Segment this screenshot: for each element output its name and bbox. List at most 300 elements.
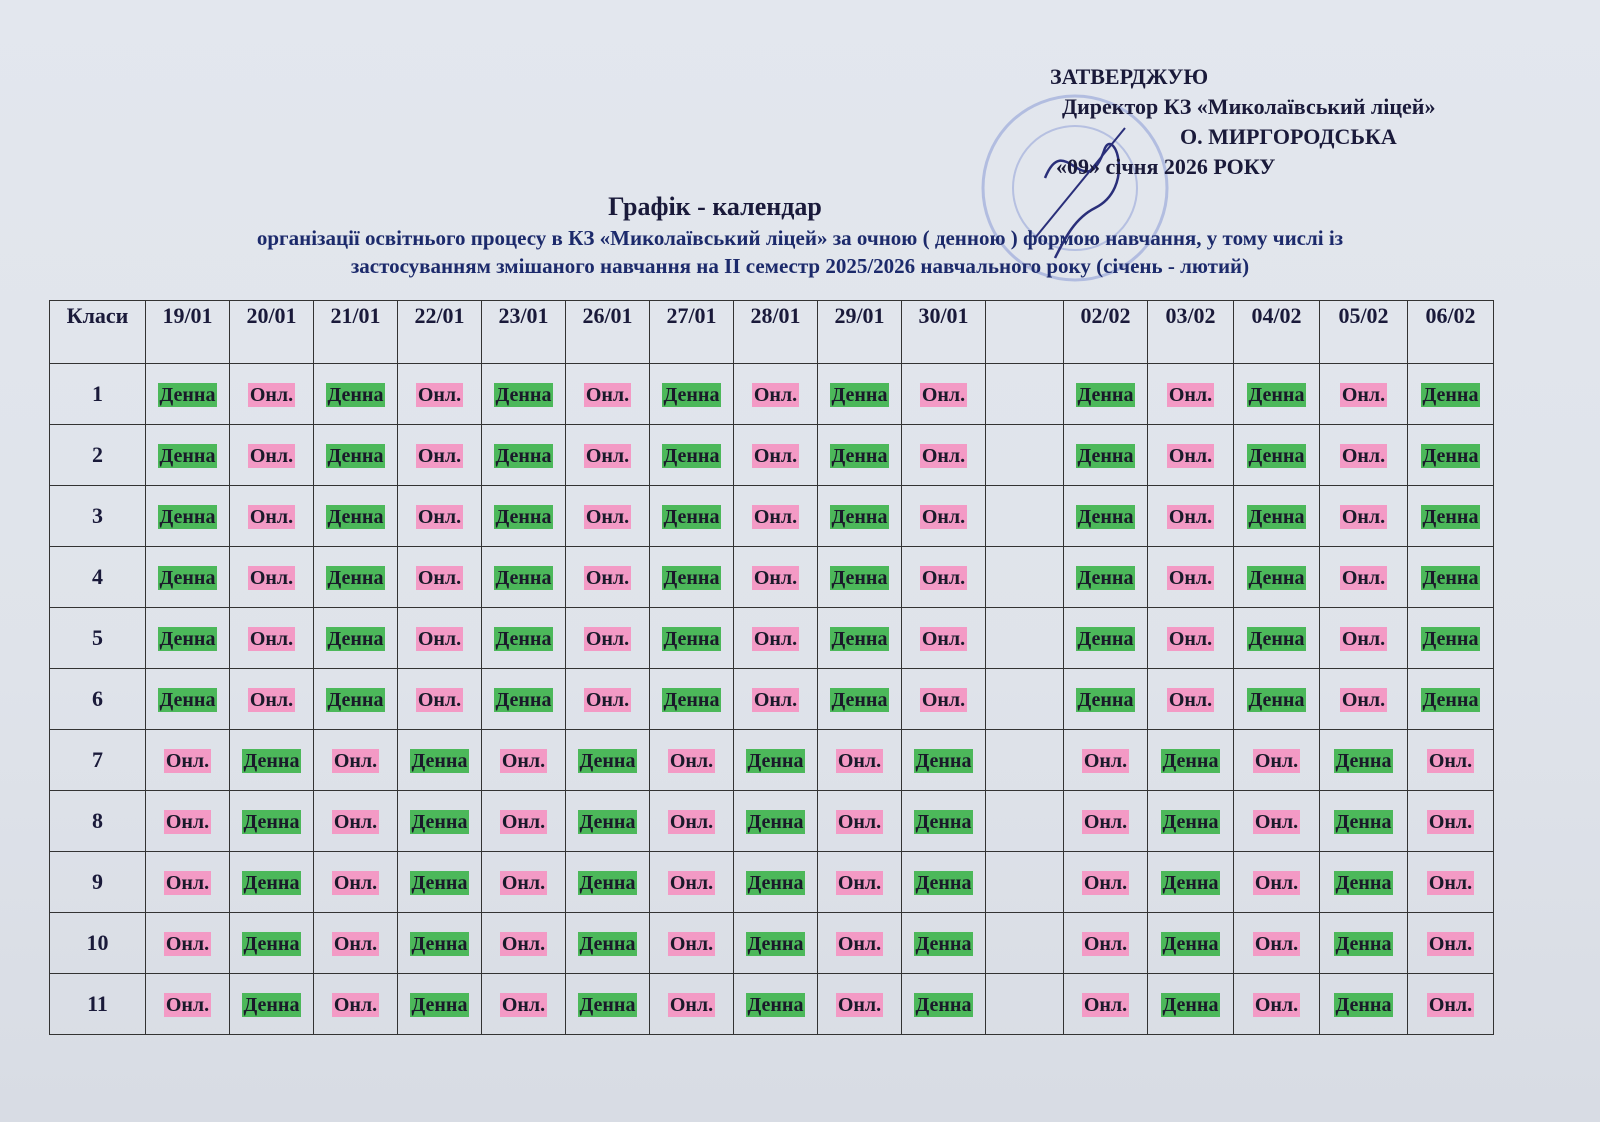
day-mode-badge: Денна — [495, 628, 552, 650]
schedule-cell — [398, 730, 482, 791]
day-mode-badge: Денна — [1422, 445, 1479, 467]
table-header-row — [50, 301, 1494, 364]
online-mode-badge: Онл. — [1428, 872, 1473, 894]
header-gap — [986, 301, 1064, 364]
online-mode-badge: Онл. — [585, 384, 630, 406]
online-mode-badge: Онл. — [837, 811, 882, 833]
online-mode-badge: Онл. — [333, 872, 378, 894]
schedule-cell — [1320, 913, 1408, 974]
online-mode-badge: Онл. — [1168, 628, 1213, 650]
schedule-cell — [818, 486, 902, 547]
schedule-cell — [398, 608, 482, 669]
schedule-cell — [566, 425, 650, 486]
schedule-cell — [398, 425, 482, 486]
day-mode-badge: Денна — [495, 445, 552, 467]
schedule-cell — [482, 608, 566, 669]
schedule-cell — [146, 730, 230, 791]
schedule-cell — [1148, 974, 1234, 1035]
day-mode-badge: Денна — [495, 689, 552, 711]
online-mode-badge: Онл. — [501, 750, 546, 772]
day-mode-badge: Денна — [747, 750, 804, 772]
day-mode-badge: Денна — [831, 506, 888, 528]
online-mode-badge: Онл. — [585, 506, 630, 528]
schedule-cell — [650, 425, 734, 486]
schedule-cell — [482, 547, 566, 608]
day-mode-badge: Денна — [579, 750, 636, 772]
online-mode-badge: Онл. — [1428, 994, 1473, 1016]
online-mode-badge: Онл. — [249, 506, 294, 528]
online-mode-badge: Онл. — [501, 872, 546, 894]
day-mode-badge: Денна — [159, 689, 216, 711]
day-mode-badge: Денна — [1077, 384, 1134, 406]
online-mode-badge: Онл. — [585, 689, 630, 711]
schedule-cell — [1064, 608, 1148, 669]
schedule-cell — [902, 669, 986, 730]
schedule-cell — [1320, 730, 1408, 791]
schedule-cell — [146, 669, 230, 730]
online-mode-badge: Онл. — [585, 445, 630, 467]
online-mode-badge: Онл. — [921, 567, 966, 589]
header-date: 22/01 — [398, 301, 482, 364]
online-mode-badge: Онл. — [1168, 445, 1213, 467]
online-mode-badge: Онл. — [1083, 994, 1128, 1016]
schedule-cell — [314, 974, 398, 1035]
online-mode-badge: Онл. — [417, 689, 462, 711]
online-mode-badge: Онл. — [501, 811, 546, 833]
online-mode-badge: Онл. — [1341, 445, 1386, 467]
schedule-cell — [1064, 486, 1148, 547]
online-mode-badge: Онл. — [1083, 811, 1128, 833]
schedule-cell — [650, 913, 734, 974]
schedule-cell — [818, 547, 902, 608]
day-mode-badge: Денна — [327, 384, 384, 406]
day-mode-badge: Денна — [411, 933, 468, 955]
schedule-cell — [1148, 791, 1234, 852]
online-mode-badge: Онл. — [753, 445, 798, 467]
online-mode-badge: Онл. — [921, 628, 966, 650]
schedule-cell — [566, 730, 650, 791]
schedule-cell — [1234, 852, 1320, 913]
schedule-cell — [566, 547, 650, 608]
day-mode-badge: Денна — [1162, 994, 1219, 1016]
online-mode-badge: Онл. — [165, 933, 210, 955]
schedule-cell — [1234, 913, 1320, 974]
day-mode-badge: Денна — [747, 811, 804, 833]
schedule-cell — [902, 608, 986, 669]
class-number: 10 — [50, 913, 146, 974]
schedule-cell — [1408, 913, 1494, 974]
day-mode-badge: Денна — [1335, 994, 1392, 1016]
day-mode-badge: Денна — [663, 628, 720, 650]
schedule-cell — [902, 791, 986, 852]
class-number: 7 — [50, 730, 146, 791]
header-date: 26/01 — [566, 301, 650, 364]
online-mode-badge: Онл. — [501, 994, 546, 1016]
schedule-cell — [146, 913, 230, 974]
schedule-cell — [1148, 669, 1234, 730]
online-mode-badge: Онл. — [669, 994, 714, 1016]
schedule-cell — [1320, 608, 1408, 669]
schedule-cell — [1064, 913, 1148, 974]
day-mode-badge: Денна — [1335, 750, 1392, 772]
schedule-cell — [230, 730, 314, 791]
schedule-cell — [734, 425, 818, 486]
approval-block — [1050, 62, 1570, 182]
online-mode-badge: Онл. — [1083, 872, 1128, 894]
day-mode-badge: Денна — [663, 567, 720, 589]
table-row — [50, 974, 1494, 1035]
online-mode-badge: Онл. — [753, 506, 798, 528]
schedule-cell — [566, 364, 650, 425]
schedule-cell — [230, 913, 314, 974]
schedule-cell — [566, 974, 650, 1035]
schedule-cell — [398, 364, 482, 425]
schedule-cell — [566, 852, 650, 913]
schedule-cell — [1234, 669, 1320, 730]
online-mode-badge: Онл. — [501, 933, 546, 955]
day-mode-badge: Денна — [831, 689, 888, 711]
online-mode-badge: Онл. — [753, 628, 798, 650]
online-mode-badge: Онл. — [1428, 933, 1473, 955]
schedule-cell — [1408, 669, 1494, 730]
schedule-cell — [1064, 791, 1148, 852]
schedule-cell — [734, 486, 818, 547]
online-mode-badge: Онл. — [249, 384, 294, 406]
day-mode-badge: Денна — [1162, 933, 1219, 955]
class-number: 3 — [50, 486, 146, 547]
schedule-cell — [1408, 974, 1494, 1035]
header-date: 06/02 — [1408, 301, 1494, 364]
online-mode-badge: Онл. — [1341, 384, 1386, 406]
schedule-cell — [566, 486, 650, 547]
online-mode-badge: Онл. — [1341, 628, 1386, 650]
schedule-cell — [482, 791, 566, 852]
table-row — [50, 913, 1494, 974]
gap-cell — [986, 486, 1064, 547]
class-number: 6 — [50, 669, 146, 730]
table-row — [50, 852, 1494, 913]
title-sub-line-2: застосуванням змішаного навчання на ІІ семестр 2025/2026 навчального року (січень - лютий) — [350, 254, 1250, 278]
header-date: 04/02 — [1234, 301, 1320, 364]
schedule-cell — [1320, 425, 1408, 486]
schedule-cell — [398, 852, 482, 913]
schedule-cell — [650, 669, 734, 730]
schedule-cell — [1234, 730, 1320, 791]
schedule-cell — [1148, 913, 1234, 974]
online-mode-badge: Онл. — [1168, 689, 1213, 711]
day-mode-badge: Денна — [1077, 567, 1134, 589]
schedule-cell — [314, 852, 398, 913]
schedule-cell — [1234, 364, 1320, 425]
schedule-cell — [230, 974, 314, 1035]
day-mode-badge: Денна — [1162, 811, 1219, 833]
day-mode-badge: Денна — [1248, 628, 1305, 650]
class-number: 4 — [50, 547, 146, 608]
day-mode-badge: Денна — [915, 811, 972, 833]
schedule-cell — [1148, 608, 1234, 669]
day-mode-badge: Денна — [327, 689, 384, 711]
day-mode-badge: Денна — [1162, 872, 1219, 894]
schedule-cell — [1064, 669, 1148, 730]
gap-cell — [986, 608, 1064, 669]
schedule-cell — [482, 364, 566, 425]
schedule-cell — [230, 669, 314, 730]
schedule-cell — [1064, 974, 1148, 1035]
schedule-cell — [818, 913, 902, 974]
schedule-cell — [482, 425, 566, 486]
schedule-cell — [398, 669, 482, 730]
day-mode-badge: Денна — [243, 933, 300, 955]
day-mode-badge: Денна — [1422, 567, 1479, 589]
schedule-cell — [1064, 730, 1148, 791]
day-mode-badge: Денна — [663, 384, 720, 406]
schedule-cell — [146, 974, 230, 1035]
schedule-cell — [566, 791, 650, 852]
online-mode-badge: Онл. — [1168, 506, 1213, 528]
schedule-cell — [230, 608, 314, 669]
online-mode-badge: Онл. — [753, 689, 798, 711]
day-mode-badge: Денна — [579, 872, 636, 894]
online-mode-badge: Онл. — [249, 567, 294, 589]
online-mode-badge: Онл. — [1428, 811, 1473, 833]
gap-cell — [986, 852, 1064, 913]
schedule-cell — [1234, 425, 1320, 486]
day-mode-badge: Денна — [411, 750, 468, 772]
schedule-cell — [566, 913, 650, 974]
schedule-cell — [902, 364, 986, 425]
approval-heading: ЗАТВЕРДЖУЮ — [1050, 64, 1209, 89]
schedule-cell — [314, 486, 398, 547]
online-mode-badge: Онл. — [1254, 750, 1299, 772]
day-mode-badge: Денна — [1077, 506, 1134, 528]
day-mode-badge: Денна — [243, 811, 300, 833]
schedule-cell — [1234, 791, 1320, 852]
schedule-cell — [146, 852, 230, 913]
day-mode-badge: Денна — [327, 628, 384, 650]
day-mode-badge: Денна — [159, 506, 216, 528]
schedule-table — [49, 300, 1494, 1035]
online-mode-badge: Онл. — [837, 872, 882, 894]
day-mode-badge: Денна — [411, 811, 468, 833]
schedule-cell — [230, 425, 314, 486]
online-mode-badge: Онл. — [1428, 750, 1473, 772]
class-number: 9 — [50, 852, 146, 913]
schedule-cell — [314, 547, 398, 608]
online-mode-badge: Онл. — [249, 628, 294, 650]
schedule-cell — [1408, 608, 1494, 669]
day-mode-badge: Денна — [159, 384, 216, 406]
online-mode-badge: Онл. — [585, 567, 630, 589]
title-main: Графік - календар — [608, 192, 822, 221]
online-mode-badge: Онл. — [1341, 506, 1386, 528]
schedule-cell — [1234, 486, 1320, 547]
gap-cell — [986, 730, 1064, 791]
schedule-cell — [314, 608, 398, 669]
document-title — [0, 190, 1600, 280]
schedule-cell — [566, 608, 650, 669]
gap-cell — [986, 364, 1064, 425]
header-date: 28/01 — [734, 301, 818, 364]
schedule-cell — [398, 791, 482, 852]
day-mode-badge: Денна — [1422, 506, 1479, 528]
day-mode-badge: Денна — [1422, 628, 1479, 650]
online-mode-badge: Онл. — [165, 994, 210, 1016]
schedule-cell — [734, 791, 818, 852]
schedule-cell — [1064, 547, 1148, 608]
schedule-cell — [734, 669, 818, 730]
schedule-cell — [650, 791, 734, 852]
day-mode-badge: Денна — [747, 872, 804, 894]
online-mode-badge: Онл. — [921, 689, 966, 711]
schedule-cell — [398, 547, 482, 608]
schedule-cell — [818, 791, 902, 852]
schedule-cell — [1148, 730, 1234, 791]
online-mode-badge: Онл. — [837, 994, 882, 1016]
day-mode-badge: Денна — [1248, 445, 1305, 467]
online-mode-badge: Онл. — [333, 994, 378, 1016]
online-mode-badge: Онл. — [1341, 567, 1386, 589]
day-mode-badge: Денна — [915, 994, 972, 1016]
online-mode-badge: Онл. — [1168, 567, 1213, 589]
schedule-cell — [146, 425, 230, 486]
gap-cell — [986, 913, 1064, 974]
day-mode-badge: Денна — [1077, 445, 1134, 467]
schedule-cell — [734, 547, 818, 608]
day-mode-badge: Денна — [831, 384, 888, 406]
schedule-cell — [818, 669, 902, 730]
schedule-cell — [1408, 852, 1494, 913]
schedule-cell — [650, 364, 734, 425]
online-mode-badge: Онл. — [921, 384, 966, 406]
table-row — [50, 547, 1494, 608]
day-mode-badge: Денна — [579, 933, 636, 955]
header-date: 27/01 — [650, 301, 734, 364]
schedule-cell — [1320, 791, 1408, 852]
schedule-cell — [650, 730, 734, 791]
schedule-cell — [398, 974, 482, 1035]
online-mode-badge: Онл. — [1254, 994, 1299, 1016]
schedule-cell — [818, 852, 902, 913]
online-mode-badge: Онл. — [165, 811, 210, 833]
header-date: 19/01 — [146, 301, 230, 364]
day-mode-badge: Денна — [243, 872, 300, 894]
gap-cell — [986, 791, 1064, 852]
class-number: 5 — [50, 608, 146, 669]
day-mode-badge: Денна — [1077, 689, 1134, 711]
schedule-cell — [314, 791, 398, 852]
online-mode-badge: Онл. — [333, 933, 378, 955]
schedule-cell — [230, 852, 314, 913]
schedule-cell — [1064, 364, 1148, 425]
schedule-cell — [1148, 364, 1234, 425]
schedule-cell — [1320, 486, 1408, 547]
online-mode-badge: Онл. — [669, 750, 714, 772]
schedule-cell — [230, 791, 314, 852]
online-mode-badge: Онл. — [1254, 872, 1299, 894]
online-mode-badge: Онл. — [165, 750, 210, 772]
day-mode-badge: Денна — [1077, 628, 1134, 650]
day-mode-badge: Денна — [411, 994, 468, 1016]
day-mode-badge: Денна — [915, 933, 972, 955]
schedule-cell — [1320, 669, 1408, 730]
day-mode-badge: Денна — [663, 689, 720, 711]
table-row — [50, 730, 1494, 791]
online-mode-badge: Онл. — [333, 811, 378, 833]
online-mode-badge: Онл. — [669, 872, 714, 894]
schedule-cell — [314, 364, 398, 425]
gap-cell — [986, 547, 1064, 608]
schedule-cell — [734, 913, 818, 974]
schedule-cell — [1408, 791, 1494, 852]
schedule-cell — [314, 913, 398, 974]
schedule-cell — [1320, 364, 1408, 425]
header-date: 05/02 — [1320, 301, 1408, 364]
day-mode-badge: Денна — [495, 506, 552, 528]
class-number: 8 — [50, 791, 146, 852]
day-mode-badge: Денна — [327, 445, 384, 467]
day-mode-badge: Денна — [579, 811, 636, 833]
day-mode-badge: Денна — [831, 445, 888, 467]
schedule-cell — [230, 547, 314, 608]
day-mode-badge: Денна — [1248, 506, 1305, 528]
online-mode-badge: Онл. — [333, 750, 378, 772]
schedule-cell — [902, 425, 986, 486]
day-mode-badge: Денна — [1248, 567, 1305, 589]
class-number: 11 — [50, 974, 146, 1035]
schedule-cell — [734, 730, 818, 791]
schedule-cell — [482, 974, 566, 1035]
schedule-cell — [902, 913, 986, 974]
schedule-cell — [1234, 974, 1320, 1035]
day-mode-badge: Денна — [411, 872, 468, 894]
online-mode-badge: Онл. — [1341, 689, 1386, 711]
day-mode-badge: Денна — [159, 628, 216, 650]
schedule-cell — [146, 608, 230, 669]
schedule-cell — [902, 852, 986, 913]
day-mode-badge: Денна — [1248, 689, 1305, 711]
header-date: 20/01 — [230, 301, 314, 364]
schedule-cell — [734, 974, 818, 1035]
header-date: 03/02 — [1148, 301, 1234, 364]
day-mode-badge: Денна — [747, 933, 804, 955]
gap-cell — [986, 669, 1064, 730]
schedule-cell — [566, 669, 650, 730]
schedule-cell — [1320, 852, 1408, 913]
schedule-cell — [482, 852, 566, 913]
schedule-cell — [818, 608, 902, 669]
schedule-cell — [1408, 425, 1494, 486]
schedule-cell — [902, 486, 986, 547]
class-number: 2 — [50, 425, 146, 486]
day-mode-badge: Денна — [1422, 384, 1479, 406]
schedule-cell — [1408, 730, 1494, 791]
schedule-cell — [1064, 425, 1148, 486]
day-mode-badge: Денна — [495, 567, 552, 589]
header-date: 21/01 — [314, 301, 398, 364]
schedule-cell — [1148, 486, 1234, 547]
schedule-cell — [146, 791, 230, 852]
online-mode-badge: Онл. — [417, 506, 462, 528]
online-mode-badge: Онл. — [417, 567, 462, 589]
online-mode-badge: Онл. — [249, 445, 294, 467]
day-mode-badge: Денна — [495, 384, 552, 406]
approval-name: О. МИРГОРОДСЬКА — [1180, 124, 1397, 149]
online-mode-badge: Онл. — [669, 933, 714, 955]
day-mode-badge: Денна — [327, 567, 384, 589]
day-mode-badge: Денна — [831, 628, 888, 650]
schedule-cell — [1234, 608, 1320, 669]
online-mode-badge: Онл. — [753, 384, 798, 406]
